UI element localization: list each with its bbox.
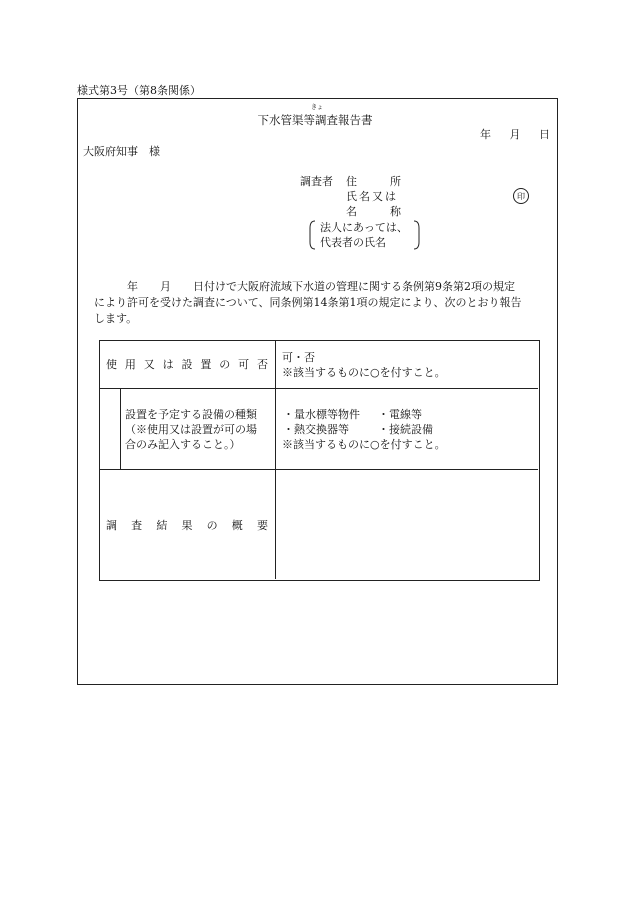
title-name-label [346, 205, 401, 218]
address-label [346, 175, 401, 188]
table-sub-divider [120, 388, 121, 469]
title-label-char: 称 [390, 205, 401, 218]
seal-char: 印 [517, 191, 525, 201]
corporate-note-line2: 代表者の氏名 [320, 236, 386, 249]
corporate-note-line1: 法人にあっては、 [320, 221, 408, 234]
row2-option-connection: ・接続設備 [378, 423, 433, 436]
title-ruby: きょ [310, 104, 323, 111]
date-year-label: 年 [480, 128, 491, 141]
label-char: の [206, 519, 218, 532]
row3-label [106, 519, 268, 532]
body-line: します。 [94, 312, 138, 325]
address-label-char: 所 [390, 175, 401, 188]
table-column-divider [275, 340, 276, 579]
label-char: 用 [124, 358, 136, 371]
label-char: 又 [143, 358, 155, 371]
label-char: は [162, 358, 174, 371]
row2-option-meter: ・量水標等物件 [283, 408, 360, 421]
row1-value-line1: 可・否 [282, 351, 315, 364]
label-char: 要 [256, 519, 268, 532]
seal-mark-icon [513, 188, 529, 204]
row2-option-cable: ・電線等 [378, 408, 422, 421]
row1-value-line2: ※該当するものに○を付すこと。 [282, 366, 446, 379]
form-number-label: 様式第3号（第8条関係） [77, 84, 201, 97]
label-char: 結 [156, 519, 168, 532]
label-char: 使 [106, 358, 117, 371]
label-char: 査 [131, 519, 143, 532]
label-char: 果 [181, 519, 193, 532]
body-line: 年 月 日付けで大阪府流域下水道の管理に関する条例第9条第2項の規定 [94, 280, 515, 293]
row2-label-line2: （※使用又は設置が可の場 [125, 423, 257, 436]
report-body-text [94, 279, 554, 327]
body-line: により許可を受けた調査について、同条例第14条第1項の規定により、次のとおり報告 [94, 296, 522, 309]
label-char: 調 [106, 519, 117, 532]
label-char: 置 [200, 358, 212, 371]
row2-option-heat-exchanger: ・熱交換器等 [283, 423, 349, 436]
table-row-divider [99, 469, 538, 470]
label-char: の [219, 358, 231, 371]
title-label-char: 名 [346, 205, 357, 218]
report-date [480, 128, 550, 141]
row2-note: ※該当するものに○を付すこと。 [282, 438, 446, 451]
document-title: 下水管渠等調査報告書 [257, 113, 373, 127]
table-row-divider [99, 388, 538, 389]
name-label: 氏名又は [346, 190, 398, 203]
label-char: 概 [231, 519, 243, 532]
row2-label-line3: 合のみ記入すること。） [125, 438, 241, 451]
date-day-label: 日 [539, 128, 550, 141]
addressee: 大阪府知事 様 [83, 145, 160, 158]
address-label-char: 住 [346, 175, 357, 188]
label-char: 否 [257, 358, 268, 371]
row1-label [106, 358, 268, 371]
label-char: 設 [181, 358, 193, 371]
row2-label-line1: 設置を予定する設備の種類 [125, 408, 257, 421]
date-month-label: 月 [509, 128, 521, 141]
label-char: 可 [238, 358, 250, 371]
applicant-heading: 調査者 [300, 175, 333, 188]
